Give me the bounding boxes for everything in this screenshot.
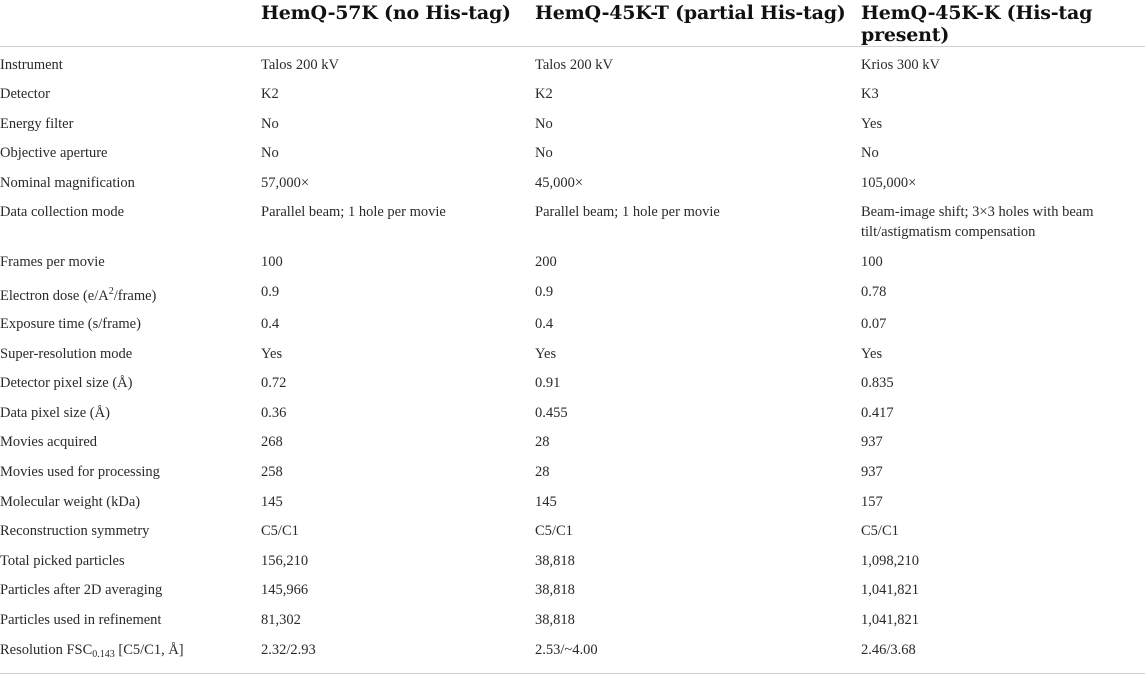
- table-row: [0, 306, 1145, 336]
- table-row: [0, 165, 1145, 195]
- cell-hemq-57k: 57,000×: [261, 174, 310, 191]
- row-label: Particles after 2D averaging: [0, 582, 163, 599]
- table-row: [0, 632, 1145, 674]
- subscript: 0.143: [92, 648, 115, 660]
- cell-hemq-57k: 100: [261, 254, 283, 271]
- cell-hemq-45k-t: 28: [535, 434, 550, 451]
- cell-hemq-57k: 145: [261, 493, 283, 510]
- cell-hemq-45k-k: 1,041,821: [861, 582, 919, 599]
- row-label: Detector pixel size (Å): [0, 375, 133, 392]
- cell-hemq-45k-t: C5/C1: [535, 523, 573, 540]
- cell-hemq-45k-t: 38,818: [535, 552, 575, 569]
- row-label: Frames per movie: [0, 254, 105, 271]
- cell-hemq-45k-k: 937: [861, 434, 883, 451]
- label-text: Resolution FSC: [0, 641, 93, 658]
- cell-hemq-45k-k: Krios 300 kV: [861, 57, 940, 73]
- cell-hemq-45k-k: 0.835: [861, 375, 894, 392]
- cell-hemq-45k-t: No: [535, 145, 553, 162]
- cell-hemq-45k-t: Talos 200 kV: [535, 57, 613, 73]
- cell-hemq-45k-k: 0.07: [861, 316, 887, 333]
- cell-hemq-57k: 2.32/2.93: [261, 632, 535, 674]
- row-label: Energy filter: [0, 115, 74, 132]
- row-label: [0, 632, 261, 674]
- cell-hemq-45k-t: 2.53/~4.00: [535, 632, 861, 674]
- cell-hemq-45k-t: Parallel beam; 1 hole per movie: [535, 204, 720, 221]
- cell-hemq-45k-k: 0.78: [861, 284, 887, 301]
- cell-hemq-45k-k: 937: [861, 464, 883, 481]
- header-row: [0, 0, 1145, 47]
- cell-hemq-57k: No: [261, 115, 279, 132]
- table-row: [0, 454, 1145, 484]
- header-hemq-45k-t: HemQ-45K-T (partial His-tag): [535, 0, 861, 47]
- cell-hemq-57k: No: [261, 145, 279, 162]
- cell-hemq-57k: 258: [261, 464, 283, 481]
- cell-hemq-45k-k: 157: [861, 493, 883, 510]
- cell-hemq-45k-t: K2: [535, 86, 553, 103]
- header-hemq-45k-k: HemQ-45K-K (His-tag present): [861, 0, 1145, 47]
- row-label: Total picked particles: [0, 552, 125, 569]
- cell-hemq-45k-k: 1,041,821: [861, 612, 919, 628]
- row-label: Movies used for processing: [0, 464, 160, 481]
- table-row: [0, 106, 1145, 136]
- table-row: [0, 135, 1145, 165]
- row-label: Nominal magnification: [0, 174, 135, 191]
- cell-hemq-45k-t: 0.455: [535, 404, 568, 421]
- table-row: [0, 76, 1145, 106]
- cell-hemq-57k: 0.9: [261, 284, 280, 301]
- superscript: 2: [108, 286, 114, 298]
- cell-hemq-45k-t: 200: [535, 254, 557, 271]
- cell-hemq-45k-t: 145: [535, 493, 557, 510]
- table-row: [0, 365, 1145, 395]
- header-parameter: [0, 0, 261, 47]
- cell-hemq-45k-t: 45,000×: [535, 174, 584, 191]
- cell-hemq-57k: C5/C1: [261, 523, 299, 540]
- cell-hemq-45k-t: 38,818: [535, 582, 575, 599]
- label-text: /frame): [113, 288, 157, 305]
- row-label: [0, 274, 261, 306]
- cell-hemq-57k: 81,302: [261, 612, 301, 628]
- cell-hemq-45k-t: 0.91: [535, 375, 561, 392]
- cell-hemq-45k-k: 0.417: [861, 404, 894, 421]
- table-row: [0, 543, 1145, 573]
- row-label: Instrument: [0, 57, 63, 73]
- cell-hemq-57k: 145,966: [261, 582, 309, 599]
- label-text: [C5/C1, Å]: [114, 641, 184, 658]
- table-row: [0, 47, 1145, 77]
- cell-hemq-45k-t: 28: [535, 464, 550, 481]
- table-row: [0, 484, 1145, 514]
- table-row: [0, 395, 1145, 425]
- row-label: Molecular weight (kDa): [0, 493, 141, 510]
- cell-hemq-45k-k: 100: [861, 254, 883, 271]
- cell-hemq-57k: Talos 200 kV: [261, 57, 339, 73]
- cell-hemq-45k-t: 0.4: [535, 316, 554, 333]
- table-row: [0, 602, 1145, 632]
- cell-hemq-45k-k: K3: [861, 86, 879, 103]
- cell-hemq-57k: K2: [261, 86, 279, 103]
- row-label: Objective aperture: [0, 145, 108, 162]
- header-hemq-57k: HemQ-57K (no His-tag): [261, 0, 535, 47]
- cell-hemq-45k-k: Yes: [861, 115, 883, 132]
- row-label: Data pixel size (Å): [0, 404, 110, 421]
- cell-hemq-45k-k: No: [861, 145, 879, 162]
- cell-hemq-45k-k: C5/C1: [861, 523, 899, 540]
- cell-hemq-57k: 0.72: [261, 375, 287, 392]
- cell-hemq-45k-k: 1,098,210: [861, 552, 919, 569]
- table-row: [0, 424, 1145, 454]
- row-label: Detector: [0, 86, 50, 103]
- row-label: Data collection mode: [0, 204, 125, 221]
- cell-hemq-45k-t: No: [535, 115, 553, 132]
- table-row: [0, 194, 1145, 244]
- row-label: Exposure time (s/frame): [0, 316, 141, 333]
- cell-hemq-45k-k: Yes: [861, 345, 883, 362]
- row-label: Reconstruction symmetry: [0, 523, 150, 540]
- row-label: Particles used in refinement: [0, 612, 162, 628]
- cell-hemq-45k-t: 0.9: [535, 284, 554, 301]
- cell-hemq-57k: 268: [261, 434, 283, 451]
- cell-hemq-45k-t: 38,818: [535, 612, 575, 628]
- cell-hemq-45k-t: Yes: [535, 345, 557, 362]
- cell-hemq-45k-k: 2.46/3.68: [861, 632, 1145, 674]
- cell-hemq-57k: 0.36: [261, 404, 287, 421]
- cell-hemq-57k: Parallel beam; 1 hole per movie: [261, 204, 446, 221]
- table-row: [0, 336, 1145, 366]
- cell-hemq-57k: Yes: [261, 345, 283, 362]
- table-row: [0, 274, 1145, 306]
- table-row: [0, 572, 1145, 602]
- cell-hemq-57k: 0.4: [261, 316, 280, 333]
- label-text: Electron dose (e/A: [0, 288, 109, 305]
- cell-hemq-57k: 156,210: [261, 552, 309, 569]
- table-row: [0, 513, 1145, 543]
- table-row: [0, 244, 1145, 274]
- cell-hemq-45k-k: Beam-image shift; 3×3 holes with beam tilt/astigmatism compensation: [861, 204, 1094, 241]
- row-label: Super-resolution mode: [0, 345, 133, 362]
- cell-hemq-45k-k: 105,000×: [861, 174, 917, 191]
- row-label: Movies acquired: [0, 434, 98, 451]
